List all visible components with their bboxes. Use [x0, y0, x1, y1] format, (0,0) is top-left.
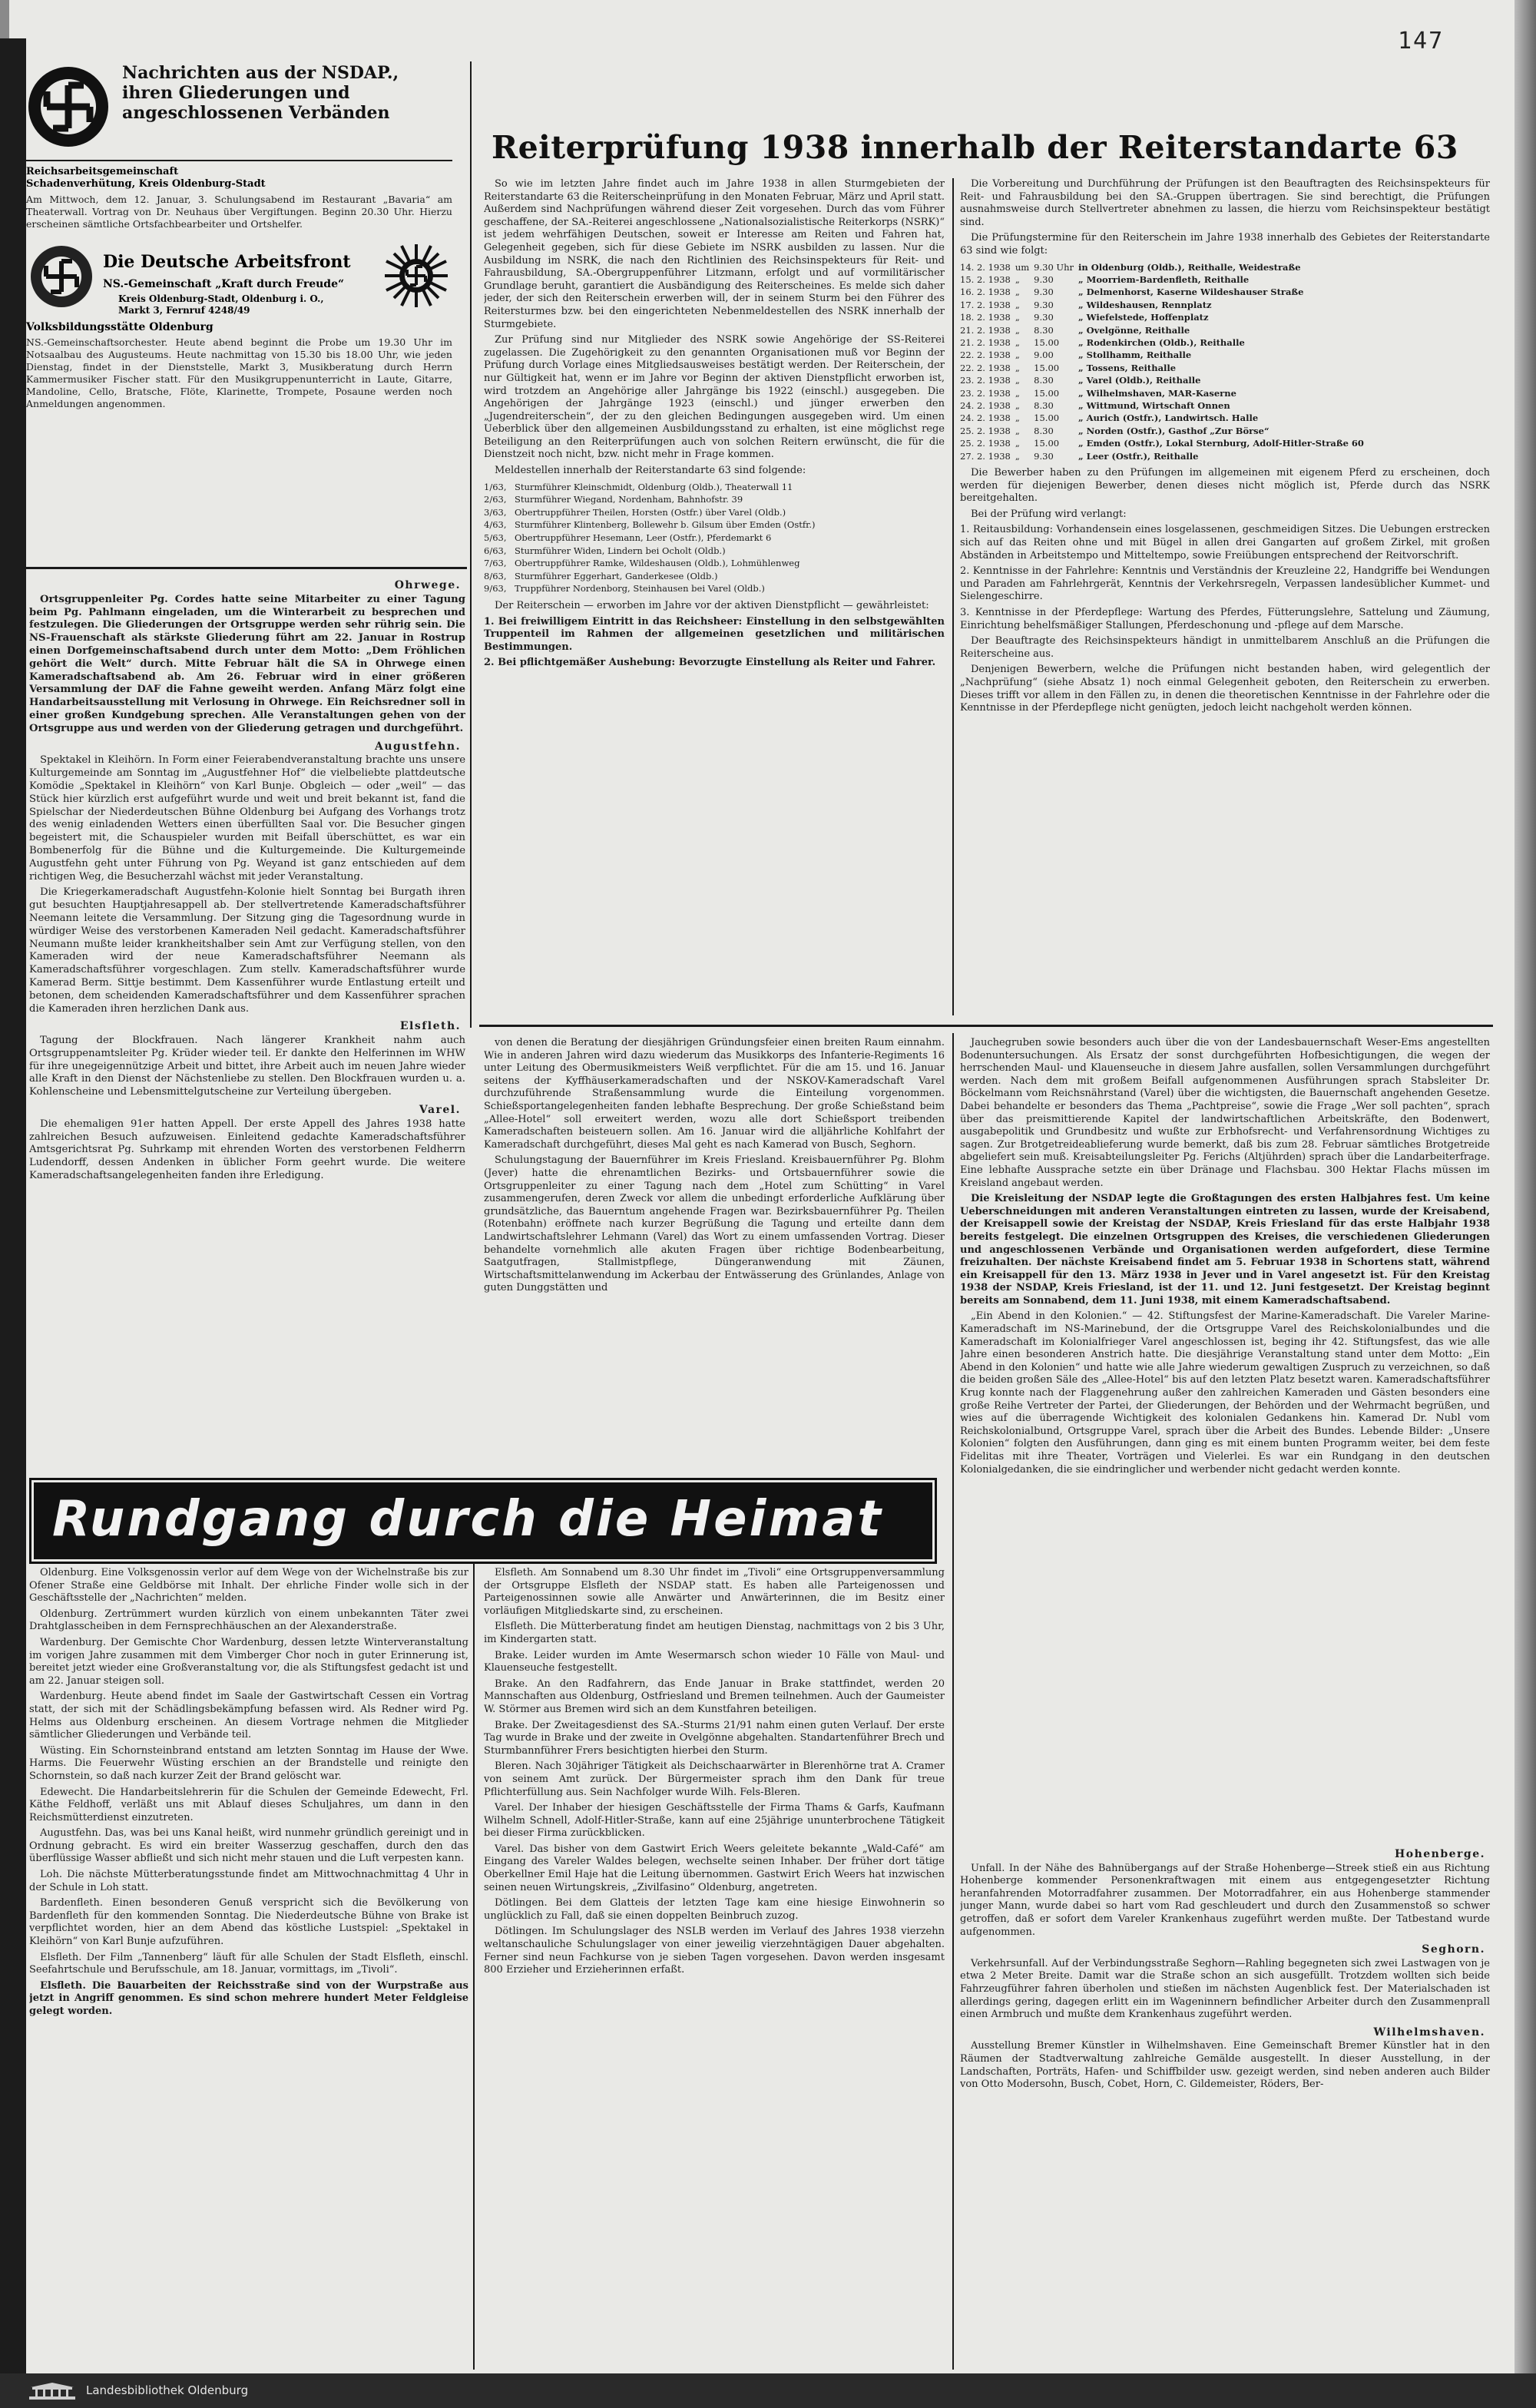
heimat-item: Elsfleth. Die Mütterberatung findet am heutigen Dienstag, nachmittags von 2 bis 3 Uhr, im Kindergarten statt.	[484, 1621, 945, 1645]
exam-place: „ Varel (Oldb.), Reithalle	[1078, 375, 1201, 386]
exam-date-row	[960, 286, 1369, 298]
binding-edge	[0, 38, 26, 2373]
exam-date: 25. 2. 1938	[960, 438, 1011, 449]
column-rule-mid	[952, 178, 954, 1015]
exam-date-row	[960, 261, 1369, 273]
office-unit: 3/63,	[484, 506, 507, 518]
report-text: Jauchegruben sowie besonders auch über die von der Landesbauernschaft Weser-Ems angestellten Bodenuntersuchungen. Als Ersatz der sonst durchgeführten Hofbesichtigungen, die wegen der herrschenden Maul- und Klauenseuche in diesem Jahre ausfallen, sollen Versammlungen durchgeführt werden. Nach dem mit großem Beifall aufgenommenen Ausführungen sprach Stabsleiter Dr. Böckelmann vom Reichsnährstand (Varel) über die wichtigsten, die Bauernschaft angehenden Gesetze. Dabei behandelte er besonders das Thema „Pachtpreise“, sowie die Frage „Wer soll pachten“, sprach über das preismittierende Kapitel der landwirtschaftlichen Arbeitskräfte, den Bodenwert, ausgabepolitik und Grundbesitz und wußte zur Erbhofsrecht- und Verfahrensordnung Wichtiges zu sagen. Zur Brotgetreideablieferung wurde bemerkt, daß bis zum 28. Februar sämtliches Brotgetreide abgeliefert sein muß. Kreisabteilungsleiter Pg. Ferichs (Altjührden) sprach über die Landarbeiterfrage. Eine lebhafte Aussprache setzte ein über Dränage und Flachsbau. 300 Hektar Flachs müssen im Kreisland angebaut werden.	[960, 1037, 1490, 1189]
exam-place: „ Tossens, Reithalle	[1078, 362, 1177, 373]
office-unit: 1/63,	[484, 481, 507, 492]
heimat-item: Wardenburg. Heute abend findet im Saale der Gastwirtschaft Cessen ein Vortrag statt, der sich mit der Schädlingsbekämpfung befassen wird. Als Redner wird Pg. Helms aus Oldenburg erscheinen. An diesem Vortrage nehmen die Mitglieder sämtlicher Gliederungen und Verbände teil.	[29, 1691, 468, 1741]
exam-at: um	[1015, 261, 1030, 273]
office-row	[484, 557, 945, 570]
page-edge-shadow	[1514, 0, 1536, 2373]
heimat-item: Brake. An den Radfahrern, das Ende Januar in Brake stattfindet, werden 20 Mannschaften aus Oldenburg, Ostfriesland und Bremen teilnehmen. Auch der Gaumeister W. Störmer aus Bremen wird sich an dem Kunstfahren beteiligen.	[484, 1678, 945, 1715]
heimat-item: Varel. Der Inhaber der hiesigen Geschäftsstelle der Firma Thams & Garfs, Kaufmann Wilhelm Schnell, Adolf-Hitler-Straße, kann auf eine 25jährige ununterbrochene Tätigkeit bei dieser Firma zurückblicken.	[484, 1802, 945, 1840]
kdf-sun-emblem-icon	[383, 243, 449, 309]
heimat-item: Dötlingen. Im Schulungslager des NSLB werden im Verlauf des Jahres 1938 vierzehn weltanschauliche Schulungslager von einer jeweilig vierzehntägigen Dauer abgehalten. Ferner sind neun Fachkurse von je sieben Tagen vorgesehen. Davon werden insgesamt 800 Erzieher und Erzieherinnen erfaßt.	[484, 1926, 945, 1976]
exam-date: 22. 2. 1938	[960, 362, 1011, 373]
column-rule-left	[470, 61, 472, 1028]
exam-date: 25. 2. 1938	[960, 425, 1011, 436]
exam-date-row	[960, 349, 1369, 361]
heimat-item: Bleren. Nach 30jähriger Tätigkeit als Deichschaarwärter in Blerenhörne trat A. Cramer von seinem Amt zurück. Der Bürgermeister sprach ihm den Dank für treue Pflichterfüllung aus. Sein Nachfolger wurde Wilh. Fels-Bleren.	[484, 1760, 945, 1798]
exam-place: „ Norden (Ostfr.), Gasthof „Zur Börse“	[1078, 425, 1270, 436]
report-text: „Ein Abend in den Kolonien.“ — 42. Stiftungsfest der Marine-Kameradschaft. Die Vareler Marine-Kameradschaft im NS-Marinebund, der die Ortsgruppe Varel des Reichskolonialbundes und die Kameradschaft im Kolonialfrieger Varel angeschlossen ist, beging ihr 42. Stiftungsfest, das wie alle Jahre einen besonderen Anstrich hatte. Die diesjährige Veranstaltung stand unter dem Motto: „Ein Abend in den Kolonien“ und hatte wie alle Jahre wiederum gewaltigen Zuspruch zu verzeichnen, so daß die beiden großen Säle des „Allee-Hotel“ bis auf den letzten Platz besetzt waren. Kameradschaftsführer Krug konnte nach der Flaggenehrung außer den zahlreichen Kameraden und Gästen besonders eine große Reihe Vertreter der Partei, der Gliederungen, der Behörden und der Wehrmacht begrüßen, und wies auf die überragende Wichtigkeit des kolonialen Gedankens hin. Kamerad Dr. Nubl vom Reichskolonialbund, Ortsgruppe Varel, sprach über die Arbeit des Bundes. Lebende Bilder: „Unsere Kolonien“ folgten den Ausführungen, dann ging es mit einem bunten Programm weiter, bei dem feste Fidelitas mit ihre Theater, Vorträgen und Vielerlei. Es war ein Rundgang in den deutschen Kolonialgedanken, die sie eindringlicher und werbender nicht gedacht werden konnte.	[960, 1310, 1490, 1476]
office-row	[484, 582, 945, 595]
heimat-item: Elsfleth. Die Bauarbeiten der Reichsstraße sind von der Wurpstraße aus jetzt in Angriff genommen. Es sind schon mehrere hundert Meter Feldgleise gelegt worden.	[29, 1979, 468, 2017]
news-box-heading: Nachrichten aus der NSDAP., ihren Gliederungen und angeschlossenen Verbänden	[122, 63, 399, 123]
office-text: Obertruppführer Hesemann, Leer (Ostfr.), Pferdemarkt 6	[515, 532, 772, 544]
office-text: Sturmführer Wiegand, Nordenham, Bahnhofstr. 39	[515, 494, 743, 505]
office-row	[484, 532, 945, 545]
riding-benefit: 1. Bei freiwilligem Eintritt in das Reichsheer: Einstellung in den selbstgewählten Truppenteil im Rahmen der allgemeinen gesetzlichen und militärischen Bestimmungen.	[484, 615, 945, 653]
exam-date-row	[960, 362, 1369, 374]
heimat-item: Elsfleth. Der Film „Tannenberg“ läuft für alle Schulen der Stadt Elsfleth, einschl. Seefahrtschule und Berufsschule, am 18. Januar, vormittags, im „Tivoli“.	[29, 1951, 468, 1976]
riding-paragraph: Die Vorbereitung und Durchführung der Prüfungen ist den Beauftragten des Reichsinspekteurs für Reit- und Fahrausbildung bei den SA.-Gruppen übertragen. Sie sind berechtigt, die Prüfungen ausnahmsweise durch Stellvertreter abnehmen zu lassen, die hierzu vom Reichsinspekteur bestätigt sind.	[960, 178, 1490, 228]
report-text: Schulungstagung der Bauernführer im Kreis Friesland. Kreisbauernführer Pg. Blohm (Jever) hatte die ehrenamtlichen Bezirks- und Ortsbauernführer sowie die Ortsgruppenleiter zu einer Tagung nach dem „Hotel zum Schütting“ in Varel zusammengerufen, deren Zweck vor allem die unbedingt erforderliche Aufklärung über grundsätzliche, das Bauerntum angehende Fragen war. Bezirksbauernführer Pg. Theilen (Rotenbahn) eröffnete nach kurzer Begrüßung die Tagung und erteilte dann dem Landwirtschaftslehrer Lehmann (Varel) das Wort zu einem umfassenden Vortrag. Dieser behandelte vornehmlich alle akuten Fragen über richtige Bodenbearbeitung, Saatgutfragen, Stallmistpflege, Düngeranwendung mit Zäunen, Wirtschaftsmittelanwendung im Ackerbau der Entwässerung des Grünlandes, Anlage von guten Dunggstätten und	[484, 1154, 945, 1294]
office-unit: 2/63,	[484, 494, 507, 505]
lower-mid-col	[484, 1037, 945, 1479]
exam-at: „	[1015, 337, 1020, 348]
daf-title: Die Deutsche Arbeitsfront	[103, 252, 351, 272]
exam-time: 15.00	[1034, 438, 1060, 449]
office-row	[484, 481, 945, 494]
exam-at: „	[1015, 400, 1020, 412]
heimat-item: Augustfehn. Das, was bei uns Kanal heißt, wird nunmehr gründlich gereinigt und in Ordnung gebracht. Es wird ein breiter Wasserzug geschaffen, durch den das überflüssige Wasser abfließt und sich nicht mehr stauen und die Luft verpesten kann.	[29, 1827, 468, 1865]
report-location: Hohenberge.	[1395, 1848, 1485, 1860]
vbs-text: NS.-Gemeinschaftsorchester. Heute abend beginnt die Probe um 19.30 Uhr im Notsaalbau des Augusteums. Heute nachmittag von 15.30 bis 18.00 Uhr, wie jeden Dienstag, findet in der Dienststelle, Markt 3, Musikberatung durch Herrn Kammermusiker Fischer statt. Für den Musikgruppenunterricht in Laute, Gitarre, Mandoline, Cello, Bratsche, Flöte, Klarinette, Trompete, Posaune werden noch Anmeldungen angenommen.	[26, 336, 452, 409]
exam-date: 16. 2. 1938	[960, 287, 1011, 298]
exam-requirement: 1. Reitausbildung: Vorhandensein eines losgelassenen, geschmeidigen Sitzes. Die Uebungen erstrecken sich auf das Reiten ohne und mit Bügel in allen drei Gangarten auf großem Zirkel, mit großen Abständen in Arbeitstempo und Mitteltempo, sowie Freiübungen entsprechend der Reitvorschrift.	[960, 524, 1490, 561]
report-text: Tagung der Blockfrauen. Nach längerer Krankheit nahm auch Ortsgruppenamtsleiter Pg. Krüder wieder teil. Er dankte den Helferinnen im WHW für ihre unegeigennützige Arbeit und bittet, ihre Arbeit auch im neuen Jahre wieder alle Kraft in den Dienst der Nächstenliebe zu stellen. Den Blockfrauen wurden u. a. Kohlenscheine und Lebensmittelgutscheine zur Verteilung übergeben.	[29, 1035, 465, 1098]
office-text: Sturmführer Widen, Lindern bei Ocholt (Oldb.)	[515, 545, 726, 556]
heimat-banner	[34, 1482, 932, 1559]
exam-date-row	[960, 273, 1369, 286]
report-text: Spektakel in Kleihörn. In Form einer Feierabendveranstaltung brachte uns unsere Kulturgemeinde am Sonntag im „Augustfehner Hof“ die vielbeliebte plattdeutsche Komödie „Spektakel in Kleihörn“ von Karl Bunje. Obgleich — oder „weil“ — das Stück hier kürzlich erst aufgeführt wurde und weit und breit bekannt ist, fand die Spielschar der Niederdeutschen Bühne Oldenburg bei Aufgang des Vorhangs trotz des wenig einladenden Wetters einen überfüllten Saal vor. Die Besucher gingen begeistert mit, die Schauspieler wurden mit Beifall überschüttet, es war ein Bombenerfolg für die Bühne und die Kulturgemeinde. Die Kulturgemeinde Augustfehn geht unter Führung von Pg. Weyand ist ganz entschieden auf dem richtigen Weg, die Besucherzahl wächst mit jeder Veranstaltung.	[29, 754, 465, 883]
heimat-item: Oldenburg. Eine Volksgenossin verlor auf dem Wege von der Wichelnstraße bis zur Ofener Straße eine Geldbörse mit Inhalt. Der ehrliche Finder wolle sich in der Geschäftsstelle der „Nachrichten“ melden.	[29, 1567, 468, 1605]
exam-time: 8.30	[1034, 324, 1054, 336]
divider	[26, 160, 452, 161]
exam-place: „ Leer (Ostfr.), Reithalle	[1078, 450, 1199, 462]
office-unit: 5/63,	[484, 532, 507, 544]
daf-emblem-icon	[29, 244, 94, 309]
exam-date-row	[960, 450, 1369, 462]
riding-paragraph: Bei der Prüfung wird verlangt:	[971, 508, 1127, 520]
library-label: Landesbibliothek Oldenburg	[86, 2383, 249, 2397]
report-location: Seghorn.	[1422, 1943, 1485, 1956]
exam-place: „ Wiefelstede, Hoffenplatz	[1078, 312, 1209, 323]
exam-date: 17. 2. 1938	[960, 299, 1011, 310]
lower-right-col	[960, 1037, 1490, 1840]
report-location: Wilhelmshaven.	[1373, 2025, 1485, 2039]
report-location: Elsfleth.	[399, 1020, 461, 1033]
heimat-item: Unfall. In der Nähe des Bahnübergangs auf der Straße Hohenberge—Streek stieß ein aus Richtung Hohenberge kommender Personenkraftwagen mit einem aus entgegengesetzter Richtung heranfahrenden Motorradfahrer zusammen. Der Motorradfahrer, ein aus Hohenberge stammender junger Mann, wurde dabei so hart vom Rad geschleudert und durch den Zusammenstoß so schwer getroffen, daß er sofort dem Vareler Krankenhaus zugeführt werden mußte. Der Tatbestand wurde aufgenommen.	[960, 1862, 1490, 1938]
office-text: Sturmführer Klintenberg, Bollewehr b. Gilsum über Emden (Ostfr.)	[515, 519, 816, 531]
report-location: Ohrwege.	[394, 579, 461, 591]
exam-date: 21. 2. 1938	[960, 324, 1011, 336]
exam-date-row	[960, 336, 1369, 349]
exam-date-row	[960, 437, 1369, 449]
exam-place: „ Stollhamm, Reithalle	[1078, 349, 1192, 361]
heimat-col-c	[960, 1843, 1490, 2370]
office-unit: 6/63,	[484, 545, 507, 556]
riding-benefit: 2. Bei pflichtgemäßer Aushebung: Bevorzugte Einstellung als Reiter und Fahrer.	[484, 657, 936, 669]
exam-date-row	[960, 374, 1369, 386]
exam-date: 21. 2. 1938	[960, 337, 1011, 348]
exam-time: 8.30	[1034, 375, 1054, 386]
exam-at: „	[1015, 438, 1020, 449]
office-text: Obertruppführer Theilen, Horsten (Ostfr.) über Varel (Oldb.)	[515, 506, 786, 518]
exam-date: 23. 2. 1938	[960, 375, 1011, 386]
report-text: Ortsgruppenleiter Pg. Cordes hatte seine Mitarbeiter zu einer Tagung beim Pg. Pahlmann eingeladen, um die Winterarbeit zu besprechen und festzulegen. Die Gliederungen der Ortsgruppe werden sehr rührig sein. Die NS-Frauenschaft als stärkste Gliederung führt am 22. Januar in Rostrup einen Dorfgemeinschaftsabend durch unter dem Motto: „Dem Fröhlichen gehört die Welt“ durch. Mitte Februar hält die SA in Ohrwege einen Kameradschaftsabend ab. Am 26. Februar wird in einer größeren Versammlung der DAF die Fahne geweiht werden. Anfang März folgt eine Handarbeitsausstellung mit Verlosung in Ohrwege. Ein Reichsredner soll in einer großen Kundgebung sprechen. Alle Veranstaltungen gehen von der Ortsgruppe aus und werden von der Gliederung getragen und durchgeführt.	[29, 593, 465, 734]
riding-paragraph: Die Prüfungstermine für den Reiterschein im Jahre 1938 innerhalb des Gebietes der Reiterstandarte 63 sind wie folgt:	[960, 232, 1490, 257]
kdf-line: NS.-Gemeinschaft „Kraft durch Freude“	[103, 278, 345, 290]
heimat-item: Elsfleth. Am Sonnabend um 8.30 Uhr findet im „Tivoli“ eine Ortsgruppenversammlung der Ortsgruppe Elsfleth der NSDAP statt. Es haben alle Parteigenossen und Parteigenossinnen sowie alle Anwärter und Anwärterinnen, die im Besitz einer vorläufigen Mitgliedskarte sind, zu erscheinen.	[484, 1567, 945, 1617]
exam-date-row	[960, 311, 1369, 323]
office-text: Sturmführer Eggerhart, Ganderkesee (Oldb.)	[515, 570, 718, 581]
report-location: Augustfehn.	[374, 740, 461, 753]
exam-date-row	[960, 425, 1369, 437]
exam-place: „ Delmenhorst, Kaserne Wildeshauser Straße	[1078, 287, 1304, 298]
exam-date-row	[960, 299, 1369, 311]
page-number: 147	[1398, 28, 1445, 55]
office-unit: 8/63,	[484, 570, 507, 581]
riding-paragraph: Meldestellen innerhalb der Reiterstandarte 63 sind folgende:	[495, 465, 806, 477]
office-row	[484, 570, 945, 583]
riding-paragraph: Der Beauftragte des Reichsinspekteurs händigt in unmittelbarem Anschluß an die Prüfungen die Reiterscheine aus.	[960, 635, 1490, 660]
exam-date: 23. 2. 1938	[960, 387, 1011, 399]
left-reports	[29, 575, 465, 1489]
heimat-col-b	[484, 1567, 945, 2370]
exam-place: „ Emden (Ostfr.), Lokal Sternburg, Adolf-Hitler-Straße 60	[1078, 438, 1364, 449]
riding-paragraph: Denjenigen Bewerbern, welche die Prüfungen nicht bestanden haben, wird gelegentlich der „Nachprüfung“ (siehe Absatz 1) noch einmal Gelegenheit geboten, den Reiterschein zu erwerben. Dieses trifft vor allem in den Fällen zu, in denen die theoretischen Kenntnisse in der Fahrlehre oder die Kenntnisse in der Pferdepflege nicht genügten, jedoch leicht nachgeholt werden können.	[960, 664, 1490, 714]
exam-place: „ Aurich (Ostfr.), Landwirtsch. Halle	[1078, 412, 1259, 424]
riding-paragraph: So wie im letzten Jahre findet auch im Jahre 1938 in allen Sturmgebieten der Reiterstandarte 63 die Reiterscheinprüfung in den Monaten Februar, März und April statt. Außerdem sind Nachprüfungen während dieser Zeit vorgesehen. Durch das vom Führer geschaffene, der SA.-Reiterei angeschlossene „Nationalsozialistische Reiterkorps (NSRK)“ ist jedem wehrfähigen Deutschen, soweit er Interesse am Reiten und Fahren hat, Gelegenheit gegeben, sich für diese Gebiete im NSRK ausbilden zu lassen. Nur die Ausbildung im NSRK, die nach den Richtlinien des Reichsinspekteurs für Reit- und Fahrausbildung, SA.-Obergruppenführer Litzmann, erfolgt und auf vormilitärischer Grundlage beruht, garantiert die Ausbändigung des Reiterscheines. Es melde sich daher jeder, der sich den Reiterschein erwerben will, der in seinem Sturm bei den Führer des Reitersturmes bzw. bei den eingerichteten Nebenmeldestellen des NSRK innerhalb der Sturmgebiete.	[484, 178, 945, 330]
column-rule-heimat	[473, 1563, 475, 2370]
heimat-item: Loh. Die nächste Mütterberatungsstunde findet am Mittwochnachmittag 4 Uhr in der Schule in Loh statt.	[29, 1869, 468, 1893]
exam-requirement: 2. Kenntnisse in der Fahrlehre: Kenntnis und Verständnis der Kreuzleine 22, Handgriffe bei Wendungen und Paraden am Fahrlehrgerät, Kenntnis der Verkehrsregeln, Verpassen landesüblicher Kummet- und Sielengeschirre.	[960, 565, 1490, 603]
exam-time: 9.30	[1034, 273, 1054, 285]
riding-paragraph: Der Reiterschein — erworben im Jahre vor der aktiven Dienstpflicht — gewährleistet:	[495, 600, 929, 611]
exam-time: 15.00	[1034, 412, 1060, 424]
exam-place: „ Wildeshausen, Rennplatz	[1078, 299, 1212, 310]
riding-paragraph: Zur Prüfung sind nur Mitglieder des NSRK sowie Angehörige der SS-Reiterei zugelassen. Die Zugehörigkeit zu den genannten Organisationen muß vor Beginn der Prüfung durch Vorlage eines Mitgliedsausweises bestätigt werden. Der Reiterschein, der nur Gültigkeit hat, wenn er im Jahre vor Beginn der aktiven Dienstpflicht erworben ist, wird trotzdem an Angehörige aller Jahrgänge bis 1922 (einschl.) ausgegeben. Die Angehörigen der Jahrgänge 1923 (einschl.) und jünger erwerben den „Jugendreiterschein“, der zu den gleichen Bedingungen ausgegeben wird. Um einen Ueberblick über den allgemeinen Ausbildungsstand zu erhalten, ist eine möglichst rege Beteiligung an den Reiterprüfungen auch von solchen Reitern erwünscht, die für die Dienstzeit noch nicht, bzw. nicht mehr in Frage kommen.	[484, 334, 945, 461]
exam-time: 8.30	[1034, 425, 1054, 436]
library-building-icon	[29, 2383, 75, 2400]
exam-time: 9.30	[1034, 287, 1054, 298]
exam-place: „ Wilhelmshaven, MAR-Kaserne	[1078, 387, 1236, 399]
library-footer	[0, 2373, 1536, 2408]
report-text: Die ehemaligen 91er hatten Appell. Der erste Appell des Jahres 1938 hatte zahlreichen Besuch aufzuweisen. Einleitend gedachte Kameradschaftsführer Amtsgerichtsrat Pg. Suhrkamp mit ehrenden Worten des verstorbenen Feldherrn Ludendorff, dessen Andenken in üblicher Form geehrt wurde. Die weitere Kameradschaftsangelegenheiten fanden ihre Erledigung.	[29, 1118, 465, 1182]
exam-at: „	[1015, 299, 1020, 310]
rule-riding-article	[479, 1025, 1493, 1027]
report-location: Varel.	[419, 1104, 461, 1117]
heimat-item: Wardenburg. Der Gemischte Chor Wardenburg, dessen letzte Winterveranstaltung im vorigen Jahre zusammen mit dem Vimberger Chor noch in guter Erinnerung ist, bereitet jetzt wieder eine Großveranstaltung vor, die als Stiftungsfest gedacht ist und am 22. Januar steigen soll.	[29, 1636, 468, 1687]
heimat-col-a	[29, 1567, 468, 2370]
exam-place: „ Rodenkirchen (Oldb.), Reithalle	[1078, 337, 1245, 348]
exam-at: „	[1015, 387, 1020, 399]
heimat-item: Oldenburg. Zertrümmert wurden kürzlich von einem unbekannten Täter zwei Drahtglasscheiben in dem Fernsprechhäuschen an der Alexanderstraße.	[29, 1608, 468, 1633]
office-row	[484, 545, 945, 558]
exam-at: „	[1015, 324, 1020, 336]
heimat-item: Bardenfleth. Einen besonderen Genuß verspricht sich die Bevölkerung von Bardenfleth für den kommenden Sonntag. Die Niederdeutsche Bühne von Brake ist verpflichtet worden, hier an dem Abend das köstliche Lustspiel: „Spektakel in Kleihörn“ von Karl Bunje aufzuführen.	[29, 1897, 468, 1948]
office-text: Truppführer Nordenborg, Steinhausen bei Varel (Oldb.)	[515, 583, 765, 595]
report-text: Die Kreisleitung der NSDAP legte die Großtagungen des ersten Halbjahres fest. Um keine Ueberschneidungen mit anderen Veranstaltungen eintreten zu lassen, wurde der Kreisabend, der Kreisappell sowie der Kreistag der NSDAP, Kreis Friesland für das erste Halbjahr 1938 bereits festgelegt. Die einzelnen Ortsgruppen des Kreises, die verschiedenen Gliederungen und angeschlossenen Verbände und Organisationen werden aufgefordert, diese Termine freizuhalten. Der nächste Kreisabend findet am 5. Februar 1938 in Schortens statt, während ein Kreisappell für den 13. März 1938 in Jever und in Varel angesetzt ist. Für den Kreistag 1938 der NSDAP, Kreis Friesland, ist der 11. und 12. Juni festgesetzt. Der Kreistag beginnt bereits am Sonnabend, dem 11. Juni 1938, mit einem Kameradschaftsabend.	[960, 1193, 1490, 1307]
exam-date: 18. 2. 1938	[960, 312, 1011, 323]
exam-date: 22. 2. 1938	[960, 349, 1011, 361]
exam-date: 24. 2. 1938	[960, 412, 1011, 424]
exam-date: 27. 2. 1938	[960, 450, 1011, 462]
exam-date: 24. 2. 1938	[960, 400, 1011, 412]
exam-at: „	[1015, 273, 1020, 285]
exam-date-row	[960, 387, 1369, 399]
exam-place: „ Moorriem-Bardenfleth, Reithalle	[1078, 273, 1250, 285]
exam-date-row	[960, 399, 1369, 412]
heimat-item: Ausstellung Bremer Künstler in Wilhelmshaven. Eine Gemeinschaft Bremer Künstler hat in den Räumen der Stadtverwaltung zahlreiche Gemälde ausgestellt. In dieser Ausstellung, in der Landschaften, Porträts, Hafen- und Schiffbilder usw. gezeigt werden, sind neben anderen auch Bilder von Otto Modersohn, Busch, Cobet, Horn, C. Gildemeister, Röders, Ber-	[960, 2040, 1490, 2091]
exam-time: 9.30	[1034, 299, 1054, 310]
exam-time: 9.30	[1034, 450, 1054, 462]
exam-at: „	[1015, 425, 1020, 436]
exam-at: „	[1015, 349, 1020, 361]
heimat-item: Dötlingen. Bei dem Glatteis der letzten Tage kam eine hiesige Einwohnerin so unglücklich zu Fall, daß sie einen doppelten Beinbruch zuzog.	[484, 1897, 945, 1922]
column-rule-mid-lower	[952, 1033, 954, 2370]
exam-at: „	[1015, 312, 1020, 323]
kdf-address: Kreis Oldenburg-Stadt, Oldenburg i. O., Markt 3, Fernruf 4248/49	[118, 293, 324, 316]
exam-place: „ Wittmund, Wirtschaft Onnen	[1078, 400, 1230, 412]
riding-col1	[484, 178, 945, 1012]
heimat-banner-title: Rundgang durch die Heimat	[52, 1491, 883, 1548]
report-text: Die Kriegerkameradschaft Augustfehn-Kolonie hielt Sonntag bei Burgath ihren gut besuchten Hauptjahresappell ab. Der stellvertretende Kameradschaftsführer Neemann leitete die Versammlung. Der Sitzung ging die Tagesordnung wurde in würdiger Weise des verstorbenen Kameraden Neil gedacht. Kameradschaftsführer Neumann mußte leider krankheitshalber sein Amt zur Verfügung stellen, von den Kameraden wird der neue Kameradschaftsführer Neemann als Kameradschaftsführer vorgeschlagen. Zum stellv. Kameradschaftsführer wurde Kamerad Berm. Sittje bestimmt. Dem Kassenführer wurde Entlastung erteilt und betonen, dem scheidenden Kameradschaftsführer und dem Kassenführer sprachen die Kameraden ihren herzlichen Dank aus.	[29, 886, 465, 1015]
exam-time: 15.00	[1034, 387, 1060, 399]
riding-paragraph: Die Bewerber haben zu den Prüfungen im allgemeinen mit eigenem Pferd zu erscheinen, doch werden für diejenigen Bewerber, denen dieses nicht möglich ist, Pferde durch das NSRK bereitgehalten.	[960, 467, 1490, 505]
exam-at: „	[1015, 450, 1020, 462]
vbs-title: Volksbildungsstätte Oldenburg	[26, 321, 214, 333]
exam-date-row	[960, 412, 1369, 424]
exam-date-row	[960, 324, 1369, 336]
riding-col2	[960, 178, 1490, 1019]
exam-at: „	[1015, 287, 1020, 298]
exam-date: 15. 2. 1938	[960, 273, 1011, 285]
office-row	[484, 518, 945, 532]
news-box-sub1-text: Am Mittwoch, dem 12. Januar, 3. Schulungsabend im Restaurant „Bavaria“ am Theaterwall. Vortrag von Dr. Neuhaus über Vergiftungen. Beginn 20.30 Uhr. Hierzu erscheinen sämtliche Ortsfachbearbeiter und Ortshelfer.	[26, 194, 452, 230]
exam-place: „ Ovelgönne, Reithalle	[1078, 324, 1190, 336]
heimat-item: Varel. Das bisher von dem Gastwirt Erich Weers geleitete bekannte „Wald-Café“ am Eingang des Vareler Waldes belegen, wechselte seinen Inhaber. Der früher dort tätige Oberkellner Emil Haje hat die Leitung übernommen. Gastwirt Erich Weers hat inzwischen seinen neuen Wirtungskreis, „Zivilfasino“ Oldenburg, angetreten.	[484, 1843, 945, 1893]
exam-time: 9.30 Uhr	[1034, 261, 1074, 273]
party-emblem-icon	[26, 65, 111, 149]
exam-time: 9.30	[1034, 312, 1054, 323]
riding-headline: Reiterprüfung 1938 innerhalb der Reiterstandarte 63	[492, 129, 1458, 166]
exam-time: 15.00	[1034, 337, 1060, 348]
office-unit: 4/63,	[484, 519, 507, 531]
office-unit: 9/63,	[484, 583, 507, 595]
exam-time: 15.00	[1034, 362, 1060, 373]
exam-time: 8.30	[1034, 400, 1054, 412]
exam-date: 14. 2. 1938	[960, 261, 1011, 273]
heimat-item: Verkehrsunfall. Auf der Verbindungsstraße Seghorn—Rahling begegneten sich zwei Lastwagen von je etwa 2 Meter Breite. Damit war die Straße schon an sich ausgefüllt. Trotzdem wollten sich beide Fahrzeugführer fahren überholen und stießen im nächsten Augenblick fest. Der Materialschaden ist allerdings gering, dagegen erlitt ein im Wageninnern befindlicher Arbeiter durch den Zusammenprall einen Armbruch und mußte dem Krankenhaus zugeführt werden.	[960, 1957, 1490, 2021]
rule-news-box	[26, 567, 467, 569]
exam-at: „	[1015, 362, 1020, 373]
exam-at: „	[1015, 412, 1020, 424]
exam-place: in Oldenburg (Oldb.), Reithalle, Weidestraße	[1078, 261, 1301, 273]
heimat-item: Edewecht. Die Handarbeitslehrerin für die Schulen der Gemeinde Edewecht, Frl. Käthe Feldhoff, verläßt uns mit Ablauf dieses Schuljahres, um dann in den Reichsmütterdienst einzutreten.	[29, 1786, 468, 1823]
heimat-item: Wüsting. Ein Schornsteinbrand entstand am letzten Sonntag im Hause der Wwe. Harms. Die Feuerwehr Wüsting erschien an der Brandstelle und reinigte den Schornstein, so daß nach kurzer Zeit der Brand gelöscht war.	[29, 1744, 468, 1782]
heimat-item: Brake. Leider wurden im Amte Wesermarsch schon wieder 10 Fälle von Maul- und Klauenseuche festgestellt.	[484, 1649, 945, 1674]
heimat-item: Brake. Der Zweitagesdienst des SA.-Sturms 21/91 nahm einen guten Verlauf. Der erste Tag wurde in Brake und der zweite in Ovelgönne abgehalten. Standartenführer Brech und Sturmbannführer Frers besichtigten hierbei den Sturm.	[484, 1719, 945, 1757]
report-text: von denen die Beratung der diesjährigen Gründungsfeier einen breiten Raum einnahm. Wie in anderen Jahren wird dazu wiederum das Musikkorps des Infanterie-Regiments 16 unter Leitung des Obermusikmeisters Weiß verpflichtet. Für die am 15. und 16. Januar seitens der Kyffhäuserkameradschaften und der NSKOV-Kameradschaft Varel durchzuführende Straßensammlung wurde die Einteilung vorgenommen. Schießsportangelegenheiten fanden lebhafte Besprechung. Der große Schießstand beim „Allee-Hotel“ soll erweitert werden, wozu alle dort Schießsport treibenden Kameradschaften beisteuern sollen. Am 16. Januar wird die alljährliche Kohlfahrt der Kameradschaft durchgeführt, dieses Mal geht es nach Kamerad von Busch, Seghorn.	[484, 1037, 945, 1151]
exam-time: 9.00	[1034, 349, 1054, 361]
news-box-sub1: Reichsarbeitsgemeinschaft Schadenverhütung, Kreis Oldenburg-Stadt	[26, 166, 266, 190]
office-text: Obertruppführer Ramke, Wildeshausen (Oldb.), Lohmühlenweg	[515, 558, 800, 569]
exam-dates-table	[960, 261, 1369, 463]
registration-offices	[484, 481, 945, 595]
exam-requirement: 3. Kenntnisse in der Pferdepflege: Wartung des Pferdes, Fütterungslehre, Sattelung und Zäumung, Einrichtung behelfsmäßiger Stallungen, Pferdeschonung und -pflege auf dem Marsche.	[960, 607, 1490, 631]
office-row	[484, 506, 945, 519]
office-row	[484, 493, 945, 506]
exam-at: „	[1015, 375, 1020, 386]
office-unit: 7/63,	[484, 558, 507, 569]
office-text: Sturmführer Kleinschmidt, Oldenburg (Oldb.), Theaterwall 11	[515, 481, 793, 492]
